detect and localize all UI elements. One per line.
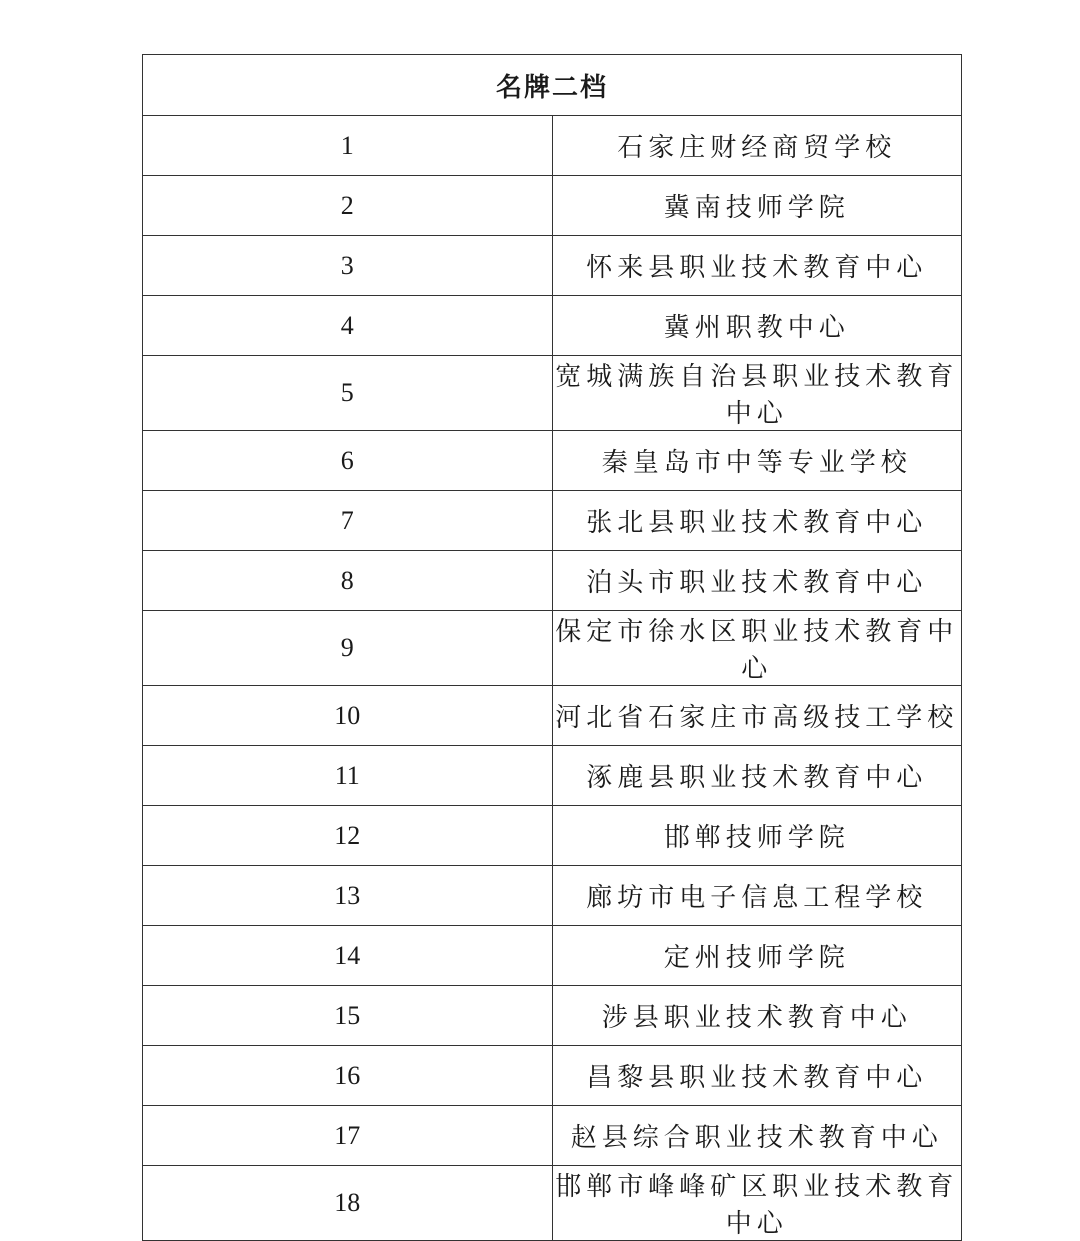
table-row [143, 986, 962, 1046]
row-number: 1 [143, 116, 553, 176]
row-number: 3 [143, 236, 553, 296]
school-name: 冀南技师学院 [552, 176, 962, 236]
school-name: 廊坊市电子信息工程学校 [552, 866, 962, 926]
row-number: 5 [143, 356, 553, 431]
table-body [143, 55, 962, 1241]
row-number: 6 [143, 431, 553, 491]
school-name: 定州技师学院 [552, 926, 962, 986]
school-list-table [142, 54, 962, 1241]
row-number: 12 [143, 806, 553, 866]
table-title-row [143, 55, 962, 116]
row-number: 17 [143, 1106, 553, 1166]
school-name: 涉县职业技术教育中心 [552, 986, 962, 1046]
row-number: 16 [143, 1046, 553, 1106]
table-row [143, 176, 962, 236]
row-number: 2 [143, 176, 553, 236]
school-name: 张北县职业技术教育中心 [552, 491, 962, 551]
table-row [143, 1046, 962, 1106]
school-name: 怀来县职业技术教育中心 [552, 236, 962, 296]
row-number: 11 [143, 746, 553, 806]
table-row [143, 431, 962, 491]
row-number: 9 [143, 611, 553, 686]
school-name: 保定市徐水区职业技术教育中心 [552, 611, 962, 686]
row-number: 4 [143, 296, 553, 356]
table-row [143, 686, 962, 746]
school-name: 邯郸技师学院 [552, 806, 962, 866]
school-name: 石家庄财经商贸学校 [552, 116, 962, 176]
school-name: 赵县综合职业技术教育中心 [552, 1106, 962, 1166]
row-number: 18 [143, 1166, 553, 1241]
school-name: 宽城满族自治县职业技术教育中心 [552, 356, 962, 431]
school-name: 冀州职教中心 [552, 296, 962, 356]
school-name: 泊头市职业技术教育中心 [552, 551, 962, 611]
school-name: 邯郸市峰峰矿区职业技术教育中心 [552, 1166, 962, 1241]
row-number: 15 [143, 986, 553, 1046]
school-name: 河北省石家庄市高级技工学校 [552, 686, 962, 746]
table-row [143, 356, 962, 431]
row-number: 13 [143, 866, 553, 926]
row-number: 7 [143, 491, 553, 551]
table-row [143, 746, 962, 806]
row-number: 10 [143, 686, 553, 746]
table-row [143, 296, 962, 356]
table-row [143, 806, 962, 866]
table-row [143, 551, 962, 611]
row-number: 8 [143, 551, 553, 611]
table-row [143, 1166, 962, 1241]
table-row [143, 1106, 962, 1166]
table-row [143, 116, 962, 176]
table-row [143, 926, 962, 986]
school-name: 昌黎县职业技术教育中心 [552, 1046, 962, 1106]
school-name: 涿鹿县职业技术教育中心 [552, 746, 962, 806]
table-title: 名牌二档 [143, 55, 962, 116]
table-row [143, 866, 962, 926]
school-name: 秦皇岛市中等专业学校 [552, 431, 962, 491]
table-row [143, 611, 962, 686]
row-number: 14 [143, 926, 553, 986]
table-row [143, 236, 962, 296]
table-row [143, 491, 962, 551]
